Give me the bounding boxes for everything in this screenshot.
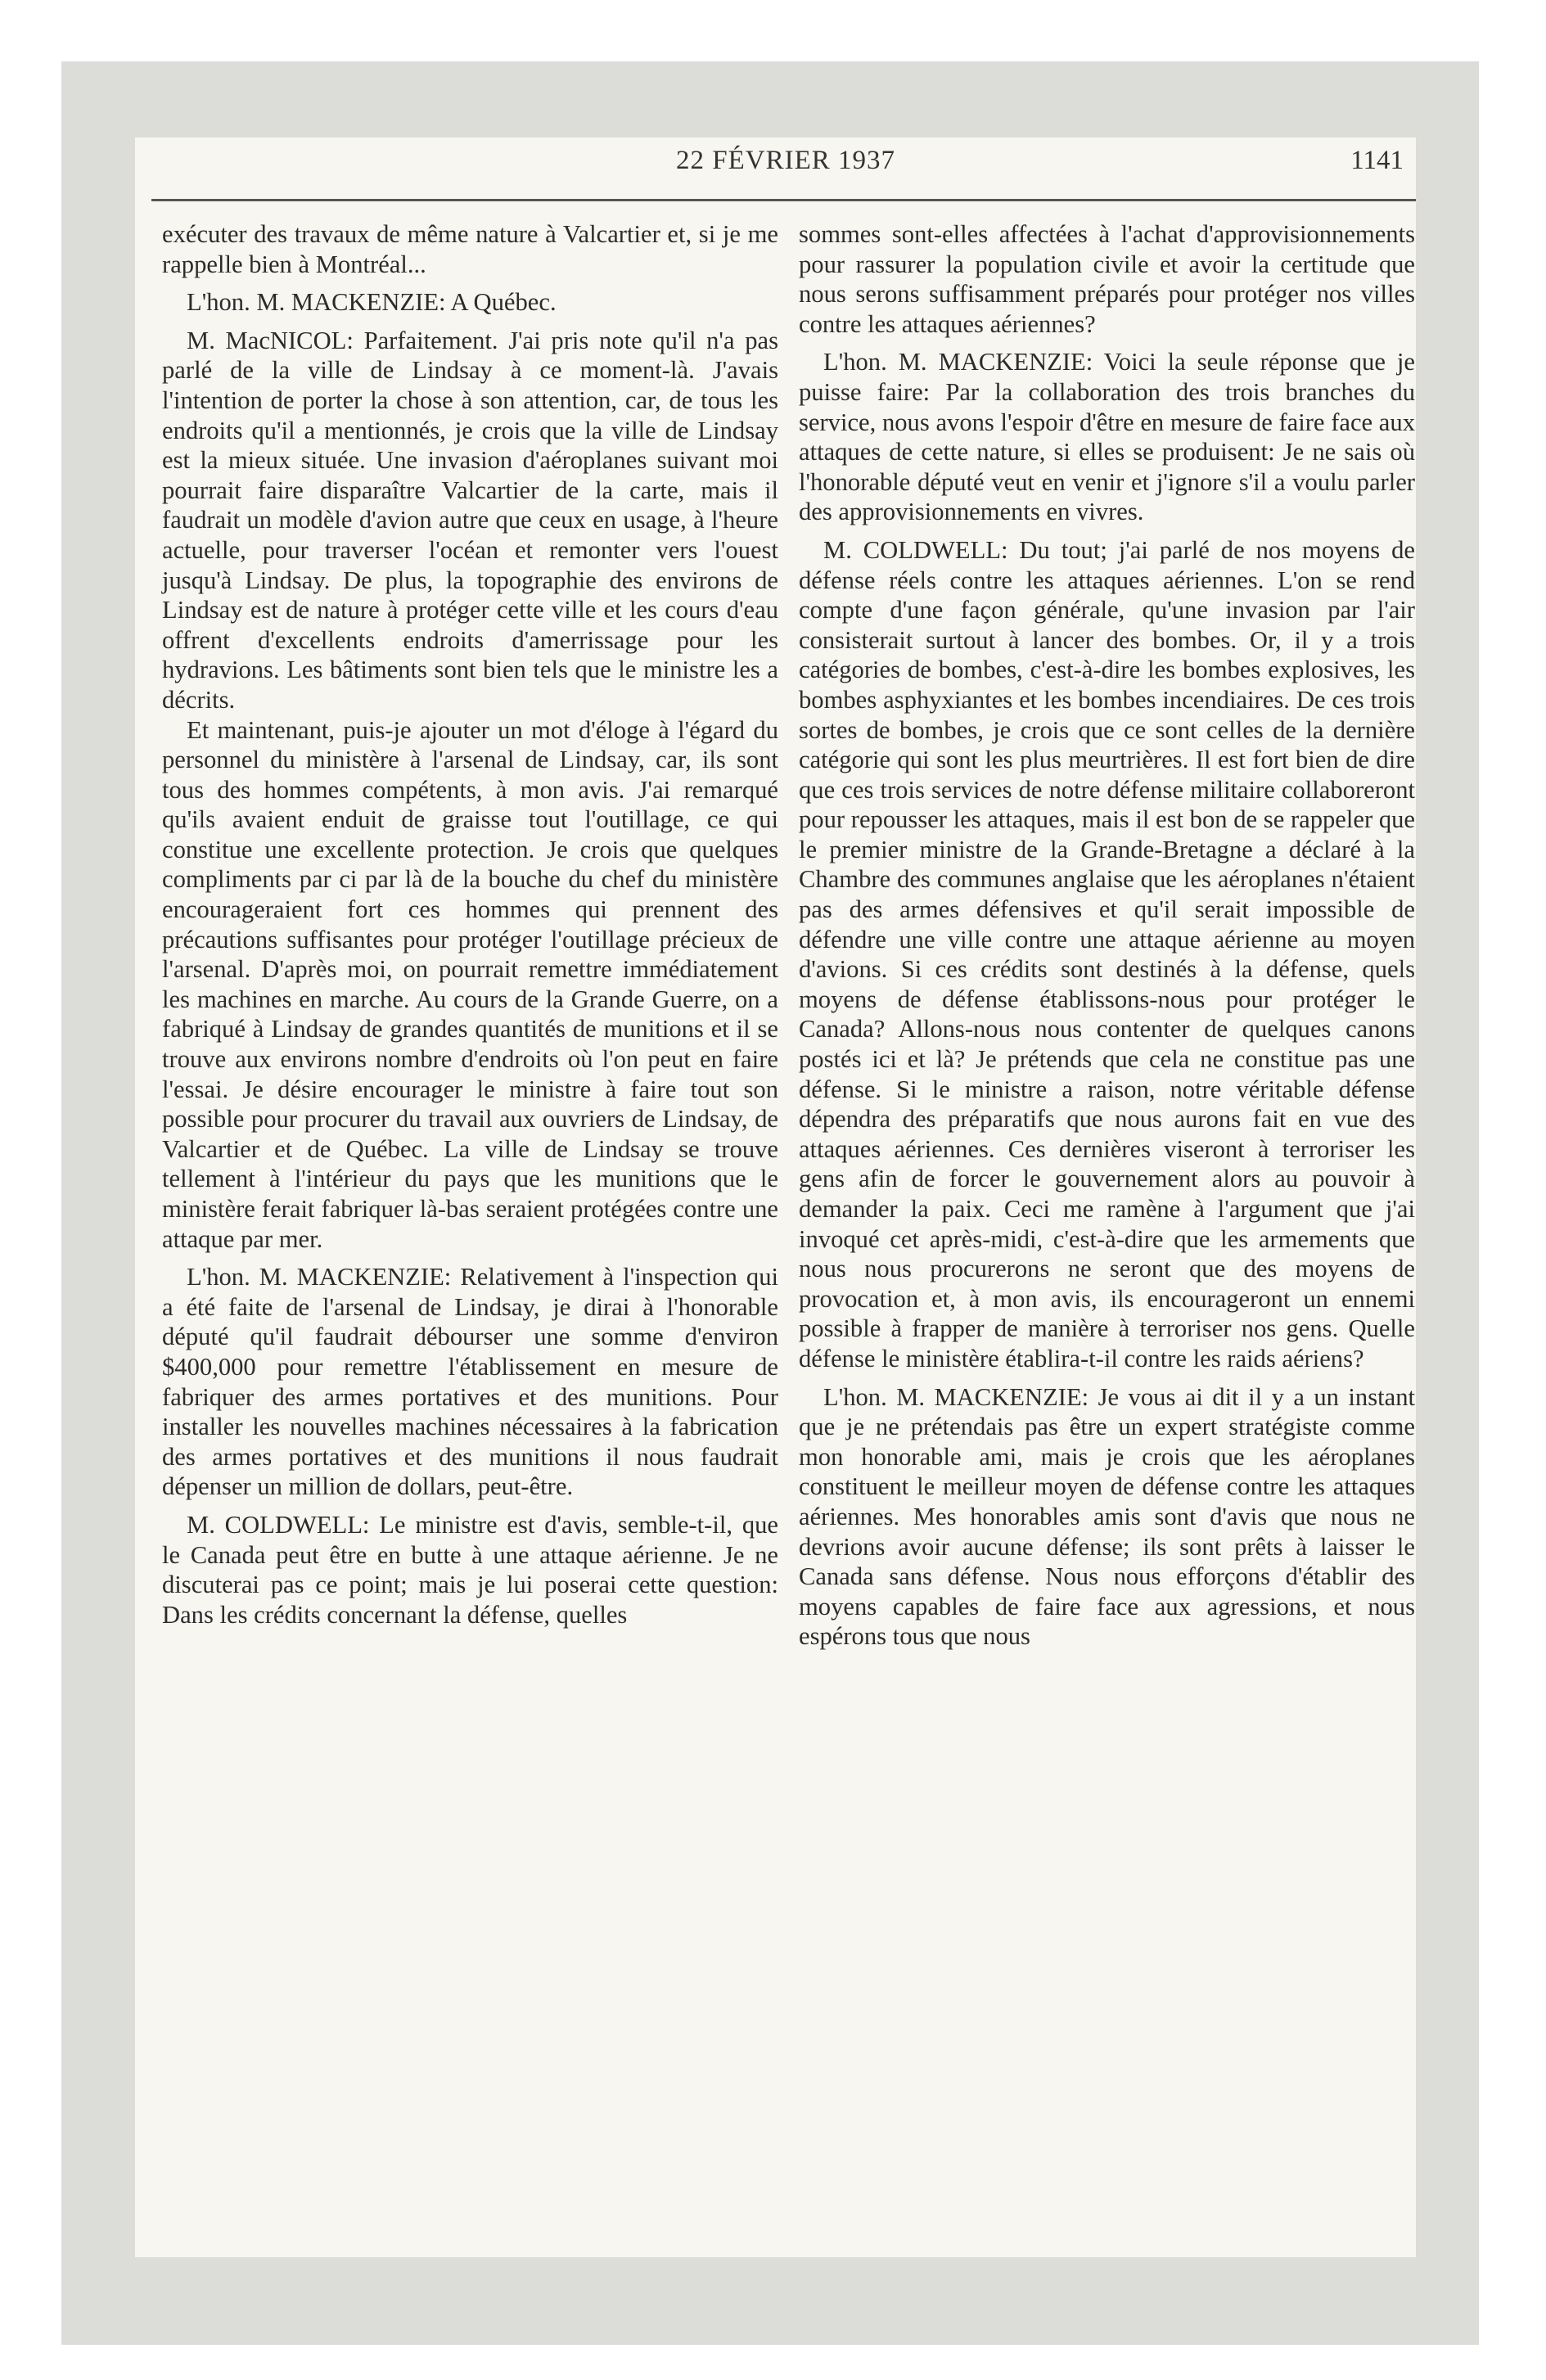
header-date: 22 FÉVRIER 1937 [675, 146, 895, 175]
paragraph: exécuter des travaux de même nature à Valcartier et, si je me rappelle bien à Montréal... [162, 220, 778, 278]
paragraph: M. COLDWELL: Du tout; j'ai parlé de nos moyens de défense réels contre les attaques aériennes. L'on se rend compte d'une façon générale, qu'une invasion par l'air consisterait surtout à lancer des bombes. Or, il y a trois catégories de bombes, c'est-à-dire les bombes explosives, les bombes asphyxiantes et les bombes incendiaires. De ces trois sortes de bombes, je crois que ce sont celles de la dernière catégorie qui sont les plus meurtrières. Il est fort bien de dire que ces trois services de notre défense militaire collaboreront pour repousser les attaques, mais il est bon de se rappeler que le premier ministre de la Grande-Bretagne a déclaré à la Chambre des communes anglaise que les aéroplanes n'étaient pas des armes défensives et qu'il serait impossible de défendre une ville contre une attaque aérienne au moyen d'avions. Si ces crédits sont destinés à la défense, quels moyens de défense établissons-nous pour protéger le Canada? Allons-nous nous contenter de quelques canons postés ici et là? Je prétends que cela ne constitue pas une défense. Si le ministre a raison, notre véritable défense dépendra des préparatifs que nous aurons fait en vue des attaques aériennes. Ces dernières viseront à terroriser les gens afin de forcer le gouvernement alors au pouvoir à demander la paix. Ceci me ramène à l'argument que j'ai invoqué cet après-midi, c'est-à-dire que les armements que nous nous procurerons ne seront que des moyens de provocation et, à mon avis, ils encourageront un ennemi possible à frapper de manière à terroriser nos gens. Quelle défense le ministère établira-t-il contre les raids aériens? [799, 535, 1415, 1373]
paragraph: M. COLDWELL: Le ministre est d'avis, semble-t-il, que le Canada peut être en butte à une attaque aérienne. Je ne discuterai pas ce point; mais je lui poserai cette question: Dans les crédits concernant la défense, quelles [162, 1510, 778, 1629]
right-column [799, 219, 1415, 1652]
header-rule [151, 199, 1416, 201]
paragraph: M. MacNICOL: Parfaitement. J'ai pris note qu'il n'a pas parlé de la ville de Lindsay à ce moment-là. J'avais l'intention de porter la chose à son attention, car, de tous les endroits qu'il a mentionnés, je crois que la ville de Lindsay est la mieux située. Une invasion d'aéroplanes suivant moi pourrait faire disparaître Valcartier de la carte, mais il faudrait un modèle d'avion autre que ceux en usage, à l'heure actuelle, pour traverser l'océan et remonter vers l'ouest jusqu'à Lindsay. De plus, la topographie des environs de Lindsay est de nature à protéger cette ville et les cours d'eau offrent d'excellents endroits d'amerrissage pour les hydravions. Les bâtiments sont bien tels que le ministre les a décrits. [162, 326, 778, 714]
paragraph: L'hon. M. MACKENZIE: Je vous ai dit il y a un instant que je ne prétendais pas être un expert stratégiste comme mon honorable ami, mais je crois que les aéroplanes constituent le meilleur moyen de défense contre les attaques aériennes. Mes honorables amis sont d'avis que nous ne devrions avoir aucune défense; ils sont prêts à laisser le Canada sans défense. Nous nous efforçons d'établir des moyens capables de faire face aux agressions, et nous espérons tous que nous [799, 1382, 1415, 1651]
page-number: 1141 [1350, 146, 1404, 175]
page-header [151, 146, 1420, 187]
paragraph: sommes sont-elles affectées à l'achat d'approvisionnements pour rassurer la population civile et avoir la certitude que nous serons suffisamment préparés pour protéger nos villes contre les attaques aériennes? [799, 220, 1415, 338]
left-column [162, 219, 778, 1629]
paragraph: L'hon. M. MACKENZIE: Relativement à l'inspection qui a été faite de l'arsenal de Lindsay, je dirai à l'honorable député qu'il faudrait débourser une somme d'environ $400,000 pour remettre l'établissement en mesure de fabriquer des armes portatives et des munitions. Pour installer les nouvelles machines nécessaires à la fabrication des armes portatives et des munitions il nous faudrait dépenser un million de dollars, peut-être. [162, 1263, 778, 1501]
paragraph: L'hon. M. MACKENZIE: A Québec. [187, 288, 557, 317]
paragraph: Et maintenant, puis-je ajouter un mot d'éloge à l'égard du personnel du ministère à l'arsenal de Lindsay, car, ils sont tous des hommes compétents, à mon avis. J'ai remarqué qu'ils avaient enduit de graisse tout l'outillage, ce qui constitue une excellente protection. Je crois que quelques compliments par ci par là de la bouche du chef du ministère encourageraient fort ces hommes qui prennent des précautions suffisantes pour protéger l'outillage précieux de l'arsenal. D'après moi, on pourrait remettre immédiatement les machines en marche. Au cours de la Grande Guerre, on a fabriqué à Lindsay de grandes quantités de munitions et il se trouve aux environs nombre d'endroits où l'on peut en faire l'essai. Je désire encourager le ministre à faire tout son possible pour procurer du travail aux ouvriers de Lindsay, de Valcartier et de Québec. La ville de Lindsay se trouve tellement à l'intérieur du pays que les munitions que le ministère ferait fabriquer là-bas seraient protégées contre une attaque par mer. [162, 715, 778, 1253]
paragraph: L'hon. M. MACKENZIE: Voici la seule réponse que je puisse faire: Par la collaboration des trois branches du service, nous avons l'espoir d'être en mesure de faire face aux attaques de cette nature, si elles se produisent: Je ne sais où l'honorable député veut en venir et j'ignore s'il a voulu parler des approvisionnements en vivres. [799, 348, 1415, 526]
